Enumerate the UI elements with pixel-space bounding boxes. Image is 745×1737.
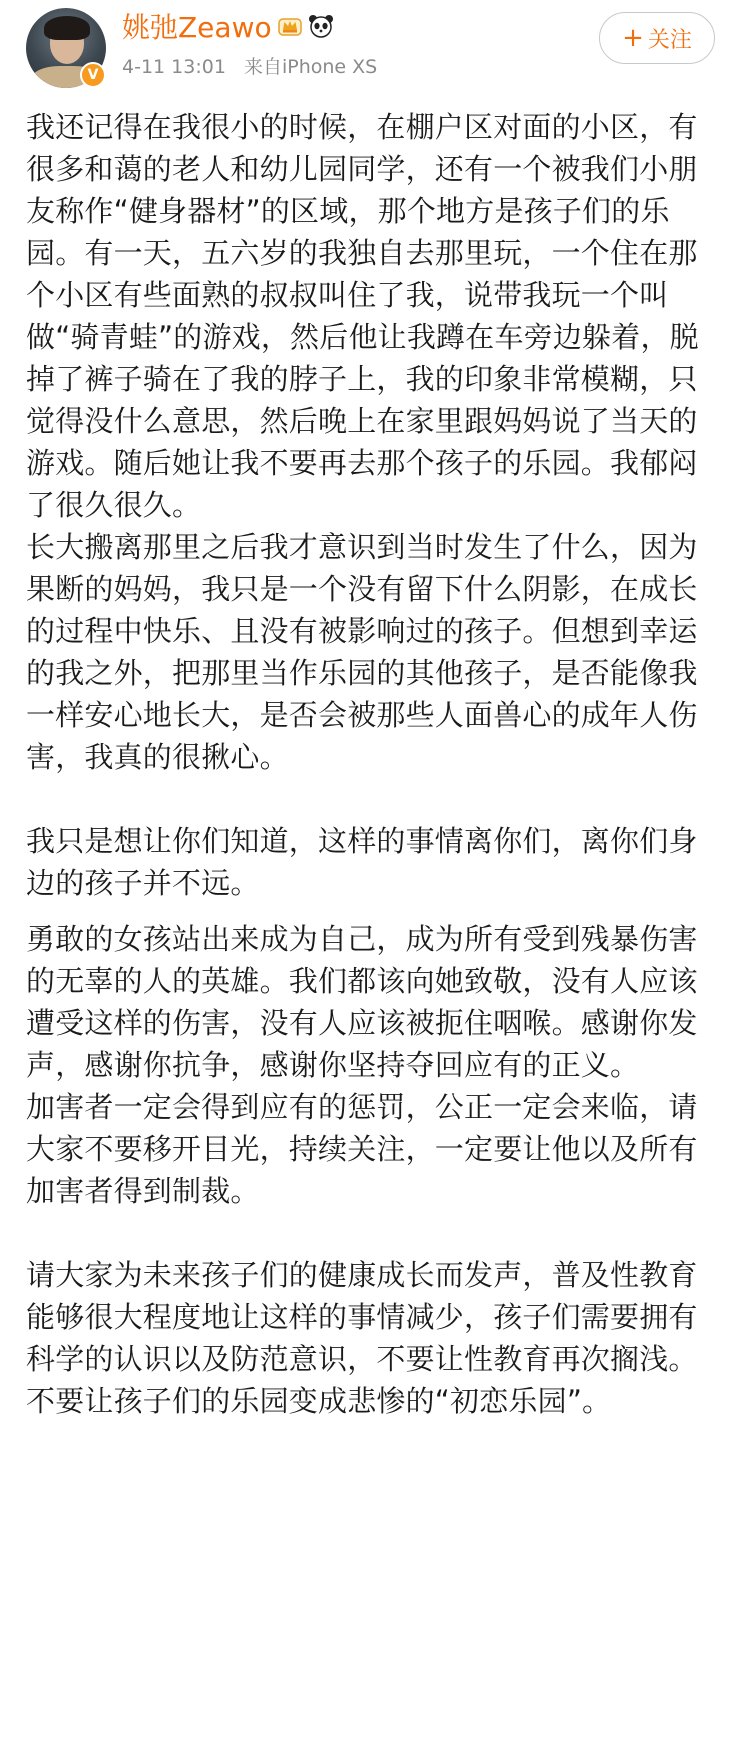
- post-paragraph: 我只是想让你们知道，这样的事情离你们，离你们身边的孩子并不远。: [26, 824, 698, 900]
- paragraph-gap: [26, 778, 720, 820]
- follow-button[interactable]: [599, 12, 715, 64]
- author-name[interactable]: 姚弛Zeawo: [122, 11, 272, 44]
- avatar-hair: [44, 16, 90, 40]
- paragraph-gap: [26, 1212, 720, 1254]
- panda-icon: [308, 13, 334, 39]
- post-source[interactable]: 来自iPhone XS: [243, 56, 378, 78]
- post-meta: [122, 52, 377, 79]
- author-name-row: [122, 6, 334, 46]
- plus-icon: +: [622, 23, 644, 53]
- post-paragraph: 勇敢的女孩站出来成为自己，成为所有受到残暴伤害的无辜的人的英雄。我们都该向她致敬，没有人应该遭受这样的伤害，没有人应该被扼住咽喉。感谢你发声，感谢你抗争，感谢你坚持夺回应有的正义。: [26, 922, 698, 1082]
- post-paragraph: 请大家为未来孩子们的健康成长而发声，普及性教育能够很大程度地让这样的事情减少，孩子们需要拥有科学的认识以及防范意识，不要让性教育再次搁浅。不要让孩子们的乐园变成悲惨的“初恋乐园”。: [26, 1258, 698, 1418]
- post-paragraph: 我还记得在我很小的时候，在棚户区对面的小区，有很多和蔼的老人和幼儿园同学，还有一个被我们小朋友称作“健身器材”的区域，那个地方是孩子们的乐园。有一天，五六岁的我独自去那里玩，一个住在那个小区有些面熟的叔叔叫住了我，说带我玩一个叫做“骑青蛙”的游戏，然后他让我蹲在车旁边躲着，脱掉了裤子骑在了我的脖子上，我的印象非常模糊，只觉得没什么意思，然后晚上在家里跟妈妈说了当天的游戏。随后她让我不要再去那个孩子的乐园。我郁闷了很久很久。: [26, 110, 699, 522]
- follow-label: 关注: [647, 27, 692, 53]
- verified-badge-icon: V: [80, 62, 106, 88]
- crown-icon: [278, 15, 302, 37]
- post-header: [0, 0, 745, 100]
- paragraph-gap: [26, 904, 720, 918]
- post-time: 4-11 13:01: [122, 56, 226, 78]
- post-body: [26, 106, 720, 1422]
- post-paragraph: 长大搬离那里之后我才意识到当时发生了什么，因为果断的妈妈，我只是一个没有留下什么阴影，在成长的过程中快乐、且没有被影响过的孩子。但想到幸运的我之外，把那里当作乐园的其他孩子，是否能像我一样安心地长大，是否会被那些人面兽心的成年人伤害，我真的很揪心。: [26, 530, 698, 774]
- post-paragraph: 加害者一定会得到应有的惩罚，公正一定会来临，请大家不要移开目光，持续关注，一定要让他以及所有加害者得到制裁。: [26, 1090, 698, 1208]
